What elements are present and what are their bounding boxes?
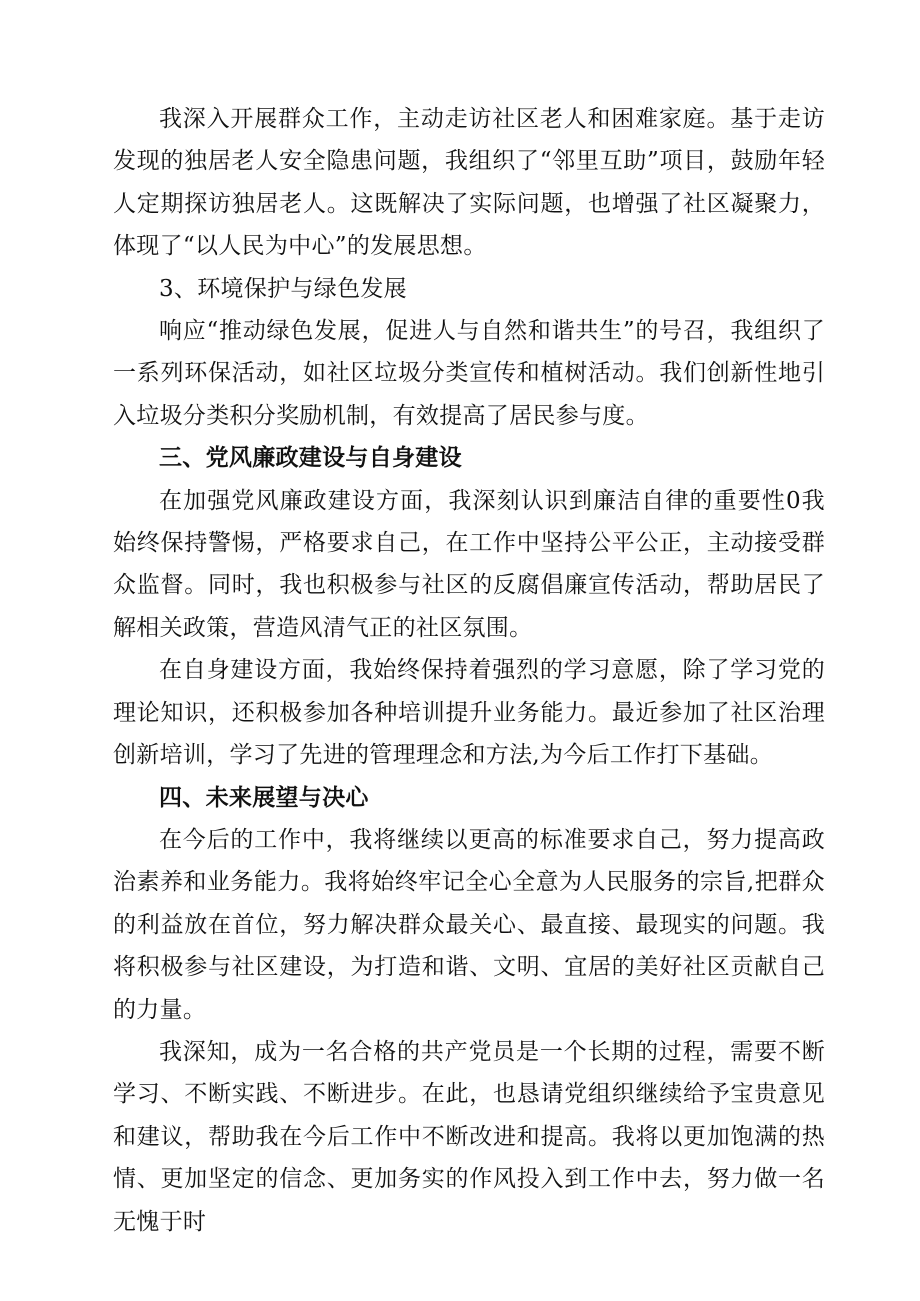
- paragraph-self-development: 在自身建设方面，我始终保持着强烈的学习意愿，除了学习党的理论知识，还积极参加各种培训提升业务能力。最近参加了社区治理创新培训，学习了先进的管理理念和方法,为今后工作打下基础。: [113, 657, 825, 769]
- paragraph-neighbor-help: 我深入开展群众工作，主动走访社区老人和困难家庭。基于走访发现的独居老人安全隐患问题，我组织了“邻里互助”项目，鼓励年轻人定期探访独居老人。这既解决了实际问题，也增强了社区凝聚力，体现了“以人民为中心”的发展思想。: [113, 106, 825, 260]
- paragraph-green-development: 响应“推动绿色发展，促进人与自然和谐共生”的号召，我组织了一系列环保活动，如社区垃圾分类宣传和植树活动。我们创新性地引入垃圾分类积分奖励机制，有效提高了居民参与度。: [113, 318, 825, 429]
- section-heading-integrity: 三、党风廉政建设与自身建设: [159, 445, 462, 472]
- subheading-environment: 3、环境保护与绿色发展: [159, 275, 407, 302]
- document-body: [113, 98, 825, 1243]
- paragraph-future-work: 在今后的工作中，我将继续以更高的标准要求自己，努力提高政治素养和业务能力。我将始终牢记全心全意为人民服务的宗旨,把群众的利益放在首位，努力解决群众最关心、最直接、最现实的问题。我将积极参与社区建设，为打造和谐、文明、宜居的美好社区贡献自己的力量。: [113, 826, 825, 1023]
- paragraph-commitment: 我深知，成为一名合格的共产党员是一个长期的过程，需要不断学习、不断实践、不断进步。在此，也恳请党组织继续给予宝贵意见和建议，帮助我在今后工作中不断改进和提高。我将以更加饱满的热情、更加坚定的信念、更加务实的作风投入到工作中去，努力做一名无愧于时: [113, 1038, 825, 1235]
- section-heading-future: 四、未来展望与决心: [159, 784, 369, 811]
- paragraph-integrity: 在加强党风廉政建设方面，我深刻认识到廉洁自律的重要性0我始终保持警惕，严格要求自己，在工作中坚持公平公正，主动接受群众监督。同时，我也积极参与社区的反腐倡廉宣传活动，帮助居民了解相关政策，营造风清气正的社区氛围。: [113, 487, 825, 641]
